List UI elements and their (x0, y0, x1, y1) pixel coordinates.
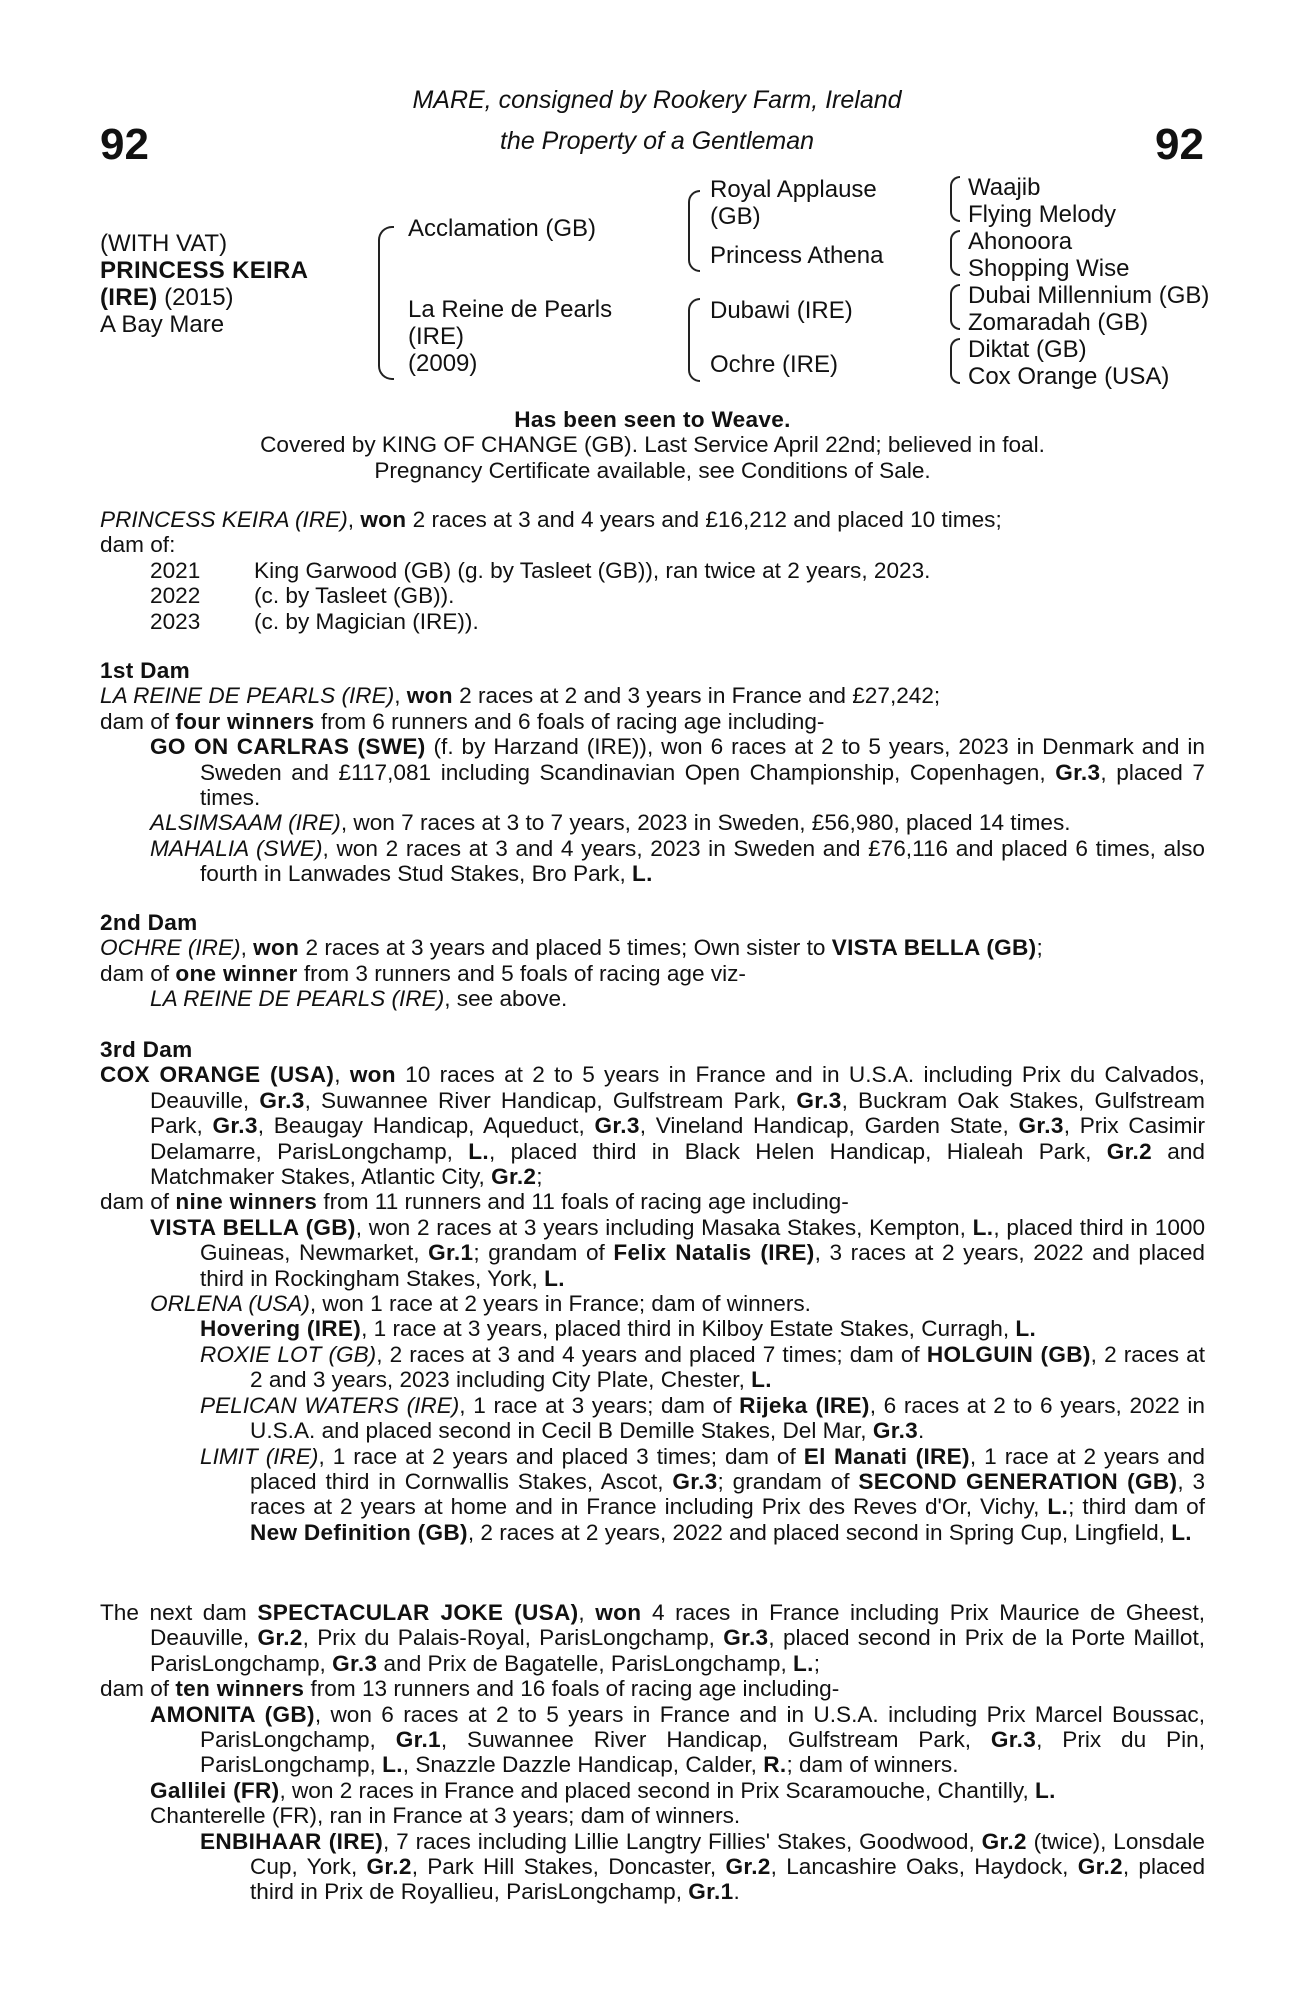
horse-name: PRINCESS KEIRA (100, 257, 309, 284)
weave-note: Has been seen to Weave. (514, 407, 791, 432)
produce-damof: dam of: (100, 532, 176, 558)
gen3-6: Zomaradah (GB) (968, 309, 1149, 336)
progeny-entry: PELICAN WATERS (IRE), 1 race at 3 years; dam of Rijeka (IRE), 6 races at 2 to 6 years, 2022 in U.S.A. and placed second in Cecil B Demille Stakes, Del Mar, Gr.3. (200, 1392, 1205, 1444)
lot-number-right: 92 (1155, 120, 1204, 169)
gen3-3: Ahonoora (968, 228, 1073, 255)
won-label: won (406, 683, 453, 709)
progeny-name: ALSIMSAAM (IRE) (150, 810, 341, 836)
dam-of-line: dam of nine winners from 11 runners and 11 foals of racing age including- (100, 1189, 849, 1215)
progeny-name: VISTA BELLA (GB) (150, 1214, 356, 1240)
progeny-entry: Gallilei (FR), won 2 races in France and placed second in Prix Scaramouche, Chantilly, L. (150, 1777, 1056, 1803)
progeny-entry: MAHALIA (SWE), won 2 races at 3 and 4 years, 2023 in Sweden and £76,116 and placed 6 times, also fourth in Lanwades Stud Stakes, Bro Park, L. (150, 835, 1205, 887)
dam-of-line: dam of ten winners from 13 runners and 16 foals of racing age including- (100, 1676, 840, 1702)
winners-count: one winner (175, 960, 298, 986)
gen3-8: Cox Orange (USA) (968, 363, 1170, 390)
dam-of-line: dam of one winner from 3 runners and 5 foals of racing age viz- (100, 960, 746, 986)
dam-record: 2 races at 2 and 3 years in France and £27,242; (452, 683, 941, 709)
produce-won: won (360, 507, 407, 532)
dam-name: OCHRE (IRE) (100, 935, 241, 961)
horse-block (100, 230, 308, 338)
produce-item (100, 558, 1205, 583)
produce-text: King Garwood (GB) (g. by Tasleet (GB)), ran twice at 2 years, 2023. (254, 557, 931, 583)
progeny-name: ROXIE LOT (GB) (200, 1341, 377, 1367)
dam-dam: Ochre (IRE) (710, 351, 839, 378)
produce-year: 2022 (150, 583, 201, 609)
winners-count: ten winners (175, 1676, 305, 1702)
section-heading: 2nd Dam (100, 910, 198, 935)
progeny-entry: LA REINE DE PEARLS (IRE), see above. (150, 986, 568, 1012)
progeny-name: ENBIHAAR (IRE) (200, 1828, 384, 1854)
sire-sire-line-1: Royal Applause (710, 176, 877, 203)
gen3-4: Shopping Wise (968, 255, 1130, 282)
progeny-name: LA REINE DE PEARLS (IRE) (150, 986, 445, 1012)
brace-gen3-3 (950, 284, 960, 330)
sire-sire (710, 176, 877, 230)
property-line: the Property of a Gentleman (499, 127, 815, 155)
gen3-2: Flying Melody (968, 201, 1117, 228)
progeny-name: LIMIT (IRE) (200, 1443, 319, 1469)
sire-sire-line-2: (GB) (710, 203, 761, 230)
sire-dam: Princess Athena (710, 242, 884, 269)
horse-country-year (100, 284, 308, 311)
progeny-entry (100, 1803, 1205, 1828)
progeny-entry: AMONITA (GB), won 6 races at 2 to 5 years in France and in U.S.A. including Prix Marcel Boussac, ParisLongchamp, Gr.1, Suwannee River Handicap, Gulfstream Park, Gr.3, Prix du Pin, ParisLongchamp, L., Snazzle Dazzle Handicap, Calder, R.; dam of winners. (150, 1701, 1205, 1778)
progeny-text: Chanterelle (FR), ran in France at 3 years; dam of winners. (150, 1803, 741, 1829)
lot-number-left: 92 (100, 120, 149, 169)
gen3-list (968, 174, 1209, 390)
dam (408, 296, 612, 377)
horse-description: A Bay Mare (100, 311, 225, 338)
produce-year: 2021 (150, 557, 201, 583)
sire: Acclamation (GB) (408, 215, 597, 242)
dam-of-line: dam of four winners from 6 runners and 6 foals of racing age including- (100, 708, 825, 734)
progeny-entry: VISTA BELLA (GB), won 2 races at 3 years including Masaka Stakes, Kempton, L., placed third in 1000 Guineas, Newmarket, Gr.1; grandam of Felix Natalis (IRE), 3 races at 2 years, 2022 and placed third in Rockingham Stakes, York, L. (150, 1214, 1206, 1291)
progeny-name: GO ON CARLRAS (SWE) (150, 734, 426, 760)
won-label: won (595, 1600, 642, 1625)
produce-block (100, 507, 1205, 634)
winners-count: four winners (175, 708, 315, 734)
dam-line-1: La Reine de Pearls (408, 296, 613, 323)
brace-gen1 (378, 226, 394, 380)
progeny-entry: ENBIHAAR (IRE), 7 races including Lillie Langtry Fillies' Stakes, Goodwood, Gr.2 (twice), Lonsdale Cup, York, Gr.2, Park Hill Stakes, Doncaster, Gr.2, Lancashire Oaks, Haydock, Gr.2, placed third in Prix de Royallieu, ParisLongchamp, Gr.1. (200, 1828, 1206, 1905)
produce-rest: 2 races at 3 and 4 years and £16,212 and placed 10 times; (406, 507, 1002, 532)
progeny-name: PELICAN WATERS (IRE) (200, 1392, 460, 1418)
sister-name: VISTA BELLA (GB) (831, 935, 1037, 961)
dam-line-2: (IRE) (408, 323, 464, 350)
brace-gen3-4 (950, 338, 960, 384)
dam-line: The next dam SPECTACULAR JOKE (USA), won 4 races in France including Prix Maurice de Gheest, Deauville, Gr.2, Prix du Palais-Royal, ParisLongchamp, Gr.3, placed second in Prix de la Porte Maillot, ParisLongchamp, Gr.3 and Prix de Bagatelle, ParisLongchamp, L.; (100, 1600, 1206, 1676)
winners-count: nine winners (175, 1189, 318, 1215)
progeny-name: MAHALIA (SWE) (150, 835, 323, 861)
horse-country: (IRE) (100, 284, 158, 311)
notes-block (100, 407, 1205, 483)
brace-gen3-1 (950, 176, 960, 222)
progeny-entry: ROXIE LOT (GB), 2 races at 3 and 4 years and placed 7 times; dam of HOLGUIN (GB), 2 races at 2 and 3 years, 2023 including City Plate, Chester, L. (200, 1341, 1205, 1393)
produce-name: PRINCESS KEIRA (IRE) (100, 507, 348, 532)
next-dam-section (100, 1600, 1205, 1905)
dam-name: LA REINE DE PEARLS (IRE) (100, 683, 395, 709)
produce-year: 2023 (150, 608, 201, 634)
produce-item (100, 583, 1205, 608)
covered-note: Covered by KING OF CHANGE (GB). Last Service April 22nd; believed in foal. (260, 432, 1045, 458)
produce-intro: PRINCESS KEIRA (IRE), won 2 races at 3 and 4 years and £16,212 and placed 10 times; (100, 507, 1002, 532)
vat-label: (WITH VAT) (100, 230, 228, 257)
horse-year: (2015) (157, 284, 234, 311)
section-heading: 1st Dam (100, 658, 191, 683)
dam-line-3: (2009) (408, 350, 478, 377)
progeny-name: ORLENA (USA) (150, 1291, 310, 1317)
dam-line: COX ORANGE (USA), won 10 races at 2 to 5 years in France and in U.S.A. including Prix du Calvados, Deauville, Gr.3, Suwannee River Handicap, Gulfstream Park, Gr.3, Buckram Oak Stakes, Gulfstream Park, Gr.3, Beaugay Handicap, Aqueduct, Gr.3, Vineland Handicap, Garden State, Gr.3, Prix Casimir Delamarre, ParisLongchamp, L., placed third in Black Helen Handicap, Hialeah Park, Gr.2 and Matchmaker Stakes, Atlantic City, Gr.2; (100, 1062, 1205, 1190)
third-dam-section (100, 1037, 1205, 1545)
produce-item (100, 609, 1205, 634)
dam-line: OCHRE (IRE), won 2 races at 3 years and placed 5 times; Own sister to VISTA BELLA (GB); (100, 935, 1043, 961)
dam-name: COX ORANGE (USA) (100, 1062, 335, 1088)
progeny-name: Hovering (IRE) (200, 1316, 362, 1342)
dam-line: LA REINE DE PEARLS (IRE), won 2 races at 2 and 3 years in France and £27,242; (100, 683, 941, 709)
dam-sire: Dubawi (IRE) (710, 297, 853, 324)
brace-gen2-sire (688, 190, 700, 272)
dam-name: SPECTACULAR JOKE (USA) (257, 1600, 579, 1625)
progeny-entry: GO ON CARLRAS (SWE) (f. by Harzand (IRE)), won 6 races at 2 to 5 years, 2023 in Denmark and in Sweden and £117,081 including Scandinavian Open Championship, Copenhagen, Gr.3, placed 7 times. (150, 734, 1205, 811)
gen3-1: Waajib (968, 174, 1041, 201)
produce-text: (c. by Magician (IRE)). (254, 608, 479, 634)
progeny-entry: ORLENA (USA), won 1 race at 2 years in France; dam of winners. (150, 1291, 811, 1317)
pregnancy-note: Pregnancy Certificate available, see Conditions of Sale. (374, 457, 931, 483)
won-label: won (349, 1062, 396, 1088)
consignor-line: MARE, consigned by Rookery Farm, Ireland (412, 86, 902, 114)
progeny-entry: LIMIT (IRE), 1 race at 2 years and placed 3 times; dam of El Manati (IRE), 1 race at 2 years and placed third in Cornwallis Stakes, Ascot, Gr.3; grandam of SECOND GENERATION (GB), 3 races at 2 years at home and in France including Prix des Reves d'Or, Vichy, L.; third dam of New Definition (GB), 2 races at 2 years, 2022 and placed second in Spring Cup, Lingfield, L. (200, 1443, 1206, 1545)
produce-text: (c. by Tasleet (GB)). (254, 583, 455, 609)
progeny-name: Gallilei (FR) (150, 1777, 280, 1803)
brace-gen2-dam (688, 298, 700, 382)
section-heading: 3rd Dam (100, 1037, 193, 1062)
progeny-entry: ALSIMSAAM (IRE), won 7 races at 3 to 7 years, 2023 in Sweden, £56,980, placed 14 times. (150, 810, 1071, 836)
gen3-5: Dubai Millennium (GB) (968, 282, 1210, 309)
progeny-entry: Hovering (IRE), 1 race at 3 years, placed third in Kilboy Estate Stakes, Curragh, L. (200, 1316, 1037, 1342)
progeny-name: AMONITA (GB) (150, 1701, 315, 1727)
gen3-7: Diktat (GB) (968, 336, 1087, 363)
won-label: won (253, 935, 300, 961)
first-dam-section (100, 658, 1205, 887)
brace-gen3-2 (950, 230, 960, 276)
second-dam-section (100, 910, 1205, 1012)
